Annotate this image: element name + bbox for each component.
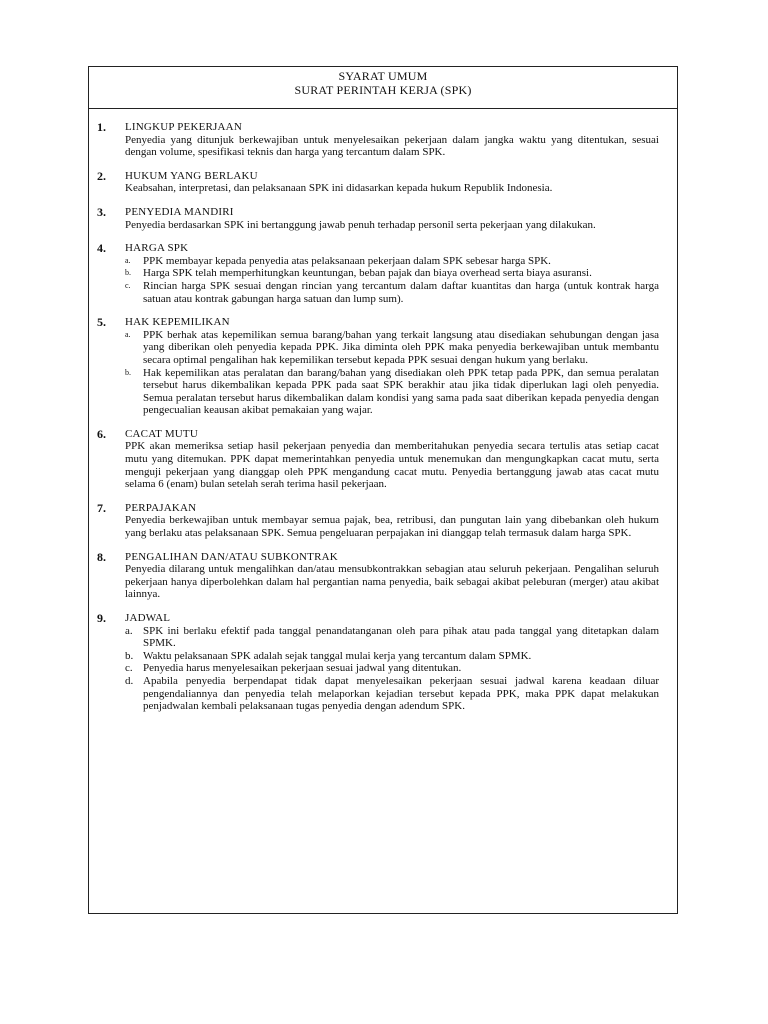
sub-item-text: PPK berhak atas kepemilikan semua barang/bahan yang terkait langsung atau disediakan sehubungan dengan jasa yang diberikan oleh penyedia kepada PPK. Jika diminta oleh PPK maka penyedia berkewajiban untuk membantu secara optimal pengalihan hak kepemilikan tersebut kepada PPK sesuai dengan hukum yang berlaku. bbox=[143, 328, 659, 366]
section-number: 3. bbox=[97, 204, 106, 219]
sub-item-text: Waktu pelaksanaan SPK adalah sejak tanggal mulai kerja yang tercantum dalam SPMK. bbox=[143, 649, 532, 662]
section-number: 6. bbox=[97, 426, 106, 441]
document-header bbox=[89, 67, 677, 109]
sub-item-text: Penyedia harus menyelesaikan pekerjaan sesuai jadwal yang ditentukan. bbox=[143, 662, 462, 675]
sub-item bbox=[125, 329, 659, 367]
section-title: HUKUM YANG BERLAKU bbox=[125, 169, 258, 182]
section-number: 8. bbox=[97, 549, 106, 564]
section-text: Keabsahan, interpretasi, dan pelaksanaan SPK ini didasarkan kepada hukum Republik Indonesia. bbox=[125, 182, 553, 195]
sub-item bbox=[125, 662, 659, 675]
section-content bbox=[125, 551, 659, 601]
document-page bbox=[88, 66, 678, 914]
section-content bbox=[125, 242, 659, 305]
sub-item-letter: a. bbox=[125, 329, 131, 339]
sub-item-text: Hak kepemilikan atas peralatan dan barang/bahan yang disediakan oleh PPK tetap pada PPK, dan semua peralatan tersebut harus dikembalikan kepada PPK pada saat SPK berakhir atau jika tidak diperlukan lagi oleh penyedia. Semua peralatan tersebut harus dikembalikan dalam kondisi yang sama pada saat diberikan kepada penyedia dengan pengecualian keausan akibat pemakaian yang wajar. bbox=[143, 366, 659, 417]
sub-item-text: Rincian harga SPK sesuai dengan rincian yang tercantum dalam daftar kuantitas dan harga (untuk kontrak harga satuan atau kontrak gabungan harga satuan dan lump sum). bbox=[143, 279, 659, 305]
section-number: 2. bbox=[97, 168, 106, 183]
header-title: SYARAT UMUM bbox=[338, 69, 428, 83]
sub-item-letter: b. bbox=[125, 268, 131, 278]
sub-item-letter: b. bbox=[125, 367, 131, 377]
sub-item-text: PPK membayar kepada penyedia atas pelaksanaan pekerjaan dalam SPK sebesar harga SPK. bbox=[143, 254, 551, 267]
section-title: PERPAJAKAN bbox=[125, 501, 197, 514]
section-title: JADWAL bbox=[125, 612, 171, 624]
section-text: Penyedia berdasarkan SPK ini bertanggung jawab penuh terhadap personil serta pekerjaan yang dilakukan. bbox=[125, 218, 596, 231]
sub-item-letter: c. bbox=[125, 662, 133, 675]
section-number: 7. bbox=[97, 500, 106, 515]
header-subtitle: SURAT PERINTAH KERJA (SPK) bbox=[294, 83, 472, 97]
section-number: 9. bbox=[97, 611, 106, 625]
sub-item bbox=[125, 267, 659, 280]
sub-item-letter: d. bbox=[125, 674, 134, 687]
section-6 bbox=[97, 428, 659, 491]
sub-item-letter: b. bbox=[125, 649, 134, 662]
sub-item-letter: c. bbox=[125, 280, 131, 290]
sub-item-letter: a. bbox=[125, 255, 131, 265]
section-7 bbox=[97, 502, 659, 540]
section-title: PENYEDIA MANDIRI bbox=[125, 205, 234, 218]
section-1 bbox=[97, 121, 659, 159]
sub-item bbox=[125, 367, 659, 417]
section-title: CACAT MUTU bbox=[125, 427, 199, 440]
sub-item-text: Harga SPK telah memperhitungkan keuntungan, beban pajak dan biaya overhead serta biaya asuransi. bbox=[143, 267, 592, 280]
section-2 bbox=[97, 170, 659, 195]
section-content bbox=[125, 170, 659, 195]
sub-item bbox=[125, 280, 659, 305]
section-text: Penyedia berkewajiban untuk membayar semua pajak, bea, retribusi, dan pungutan lain yang dibebankan oleh hukum yang berlaku atas pelaksanaan SPK. Semua pengeluaran perpajakan ini dianggap telah termasuk dalam harga SPK. bbox=[125, 514, 659, 540]
sub-item bbox=[125, 255, 659, 268]
section-8 bbox=[97, 551, 659, 601]
sub-item-text: Apabila penyedia berpendapat tidak dapat menyelesaikan pekerjaan sesuai jadwal karena keadaan diluar pengendaliannya dan penyedia telah melaporkan kejadian tersebut kepada PPK, maka PPK dapat melakukan penjadwalan kembali pelaksanaan tugas penyedia dengan adendum SPK. bbox=[143, 674, 659, 713]
section-text: Penyedia yang ditunjuk berkewajiban untuk menyelesaikan pekerjaan dalam jangka waktu yang ditentukan, sesuai dengan volume, spesifikasi teknis dan harga yang tercantum dalam SPK. bbox=[125, 133, 659, 159]
section-text: PPK akan memeriksa setiap hasil pekerjaan penyedia dan memberitahukan penyedia secara tertulis atas setiap cacat mutu yang ditemukan. PPK dapat memerintahkan penyedia untuk menemukan dan mengungkapkan cacat mutu, serta menguji pekerjaan yang dianggap oleh PPK mengandung cacat mutu. Penyedia bertanggung jawab atas cacat mutu selama 6 (enam) bulan setelah serah terima hasil pekerjaan. bbox=[125, 440, 659, 491]
section-5 bbox=[97, 316, 659, 417]
section-content bbox=[125, 316, 659, 417]
section-number: 1. bbox=[97, 120, 106, 134]
section-content bbox=[125, 206, 659, 231]
section-content bbox=[125, 502, 659, 540]
sub-item bbox=[125, 625, 659, 650]
sub-item-letter: a. bbox=[125, 624, 133, 637]
section-text: Penyedia dilarang untuk mengalihkan dan/atau mensubkontrakkan sebagian atau seluruh pekerjaan. Pengalihan seluruh pekerjaan hanya diperbolehkan dalam hal pergantian nama penyedia, baik sebagai akibat peleburan (merger) atau akibat lainnya. bbox=[125, 563, 659, 601]
section-title: LINGKUP PEKERJAAN bbox=[125, 121, 242, 133]
sub-item-text: SPK ini berlaku efektif pada tanggal penandatanganan oleh para pihak atau pada tanggal yang ditetapkan dalam SPMK. bbox=[143, 624, 659, 650]
section-9 bbox=[97, 612, 659, 713]
section-title: PENGALIHAN DAN/ATAU SUBKONTRAK bbox=[125, 550, 338, 563]
sub-item bbox=[125, 650, 659, 663]
section-content bbox=[125, 612, 659, 713]
section-number: 4. bbox=[97, 241, 106, 256]
section-title: HAK KEPEMILIKAN bbox=[125, 316, 230, 329]
section-content bbox=[125, 121, 659, 159]
sub-item bbox=[125, 675, 659, 713]
section-4 bbox=[97, 242, 659, 305]
section-number: 5. bbox=[97, 315, 106, 330]
section-3 bbox=[97, 206, 659, 231]
document-body bbox=[89, 109, 677, 713]
section-content bbox=[125, 428, 659, 491]
section-title: HARGA SPK bbox=[125, 242, 189, 255]
